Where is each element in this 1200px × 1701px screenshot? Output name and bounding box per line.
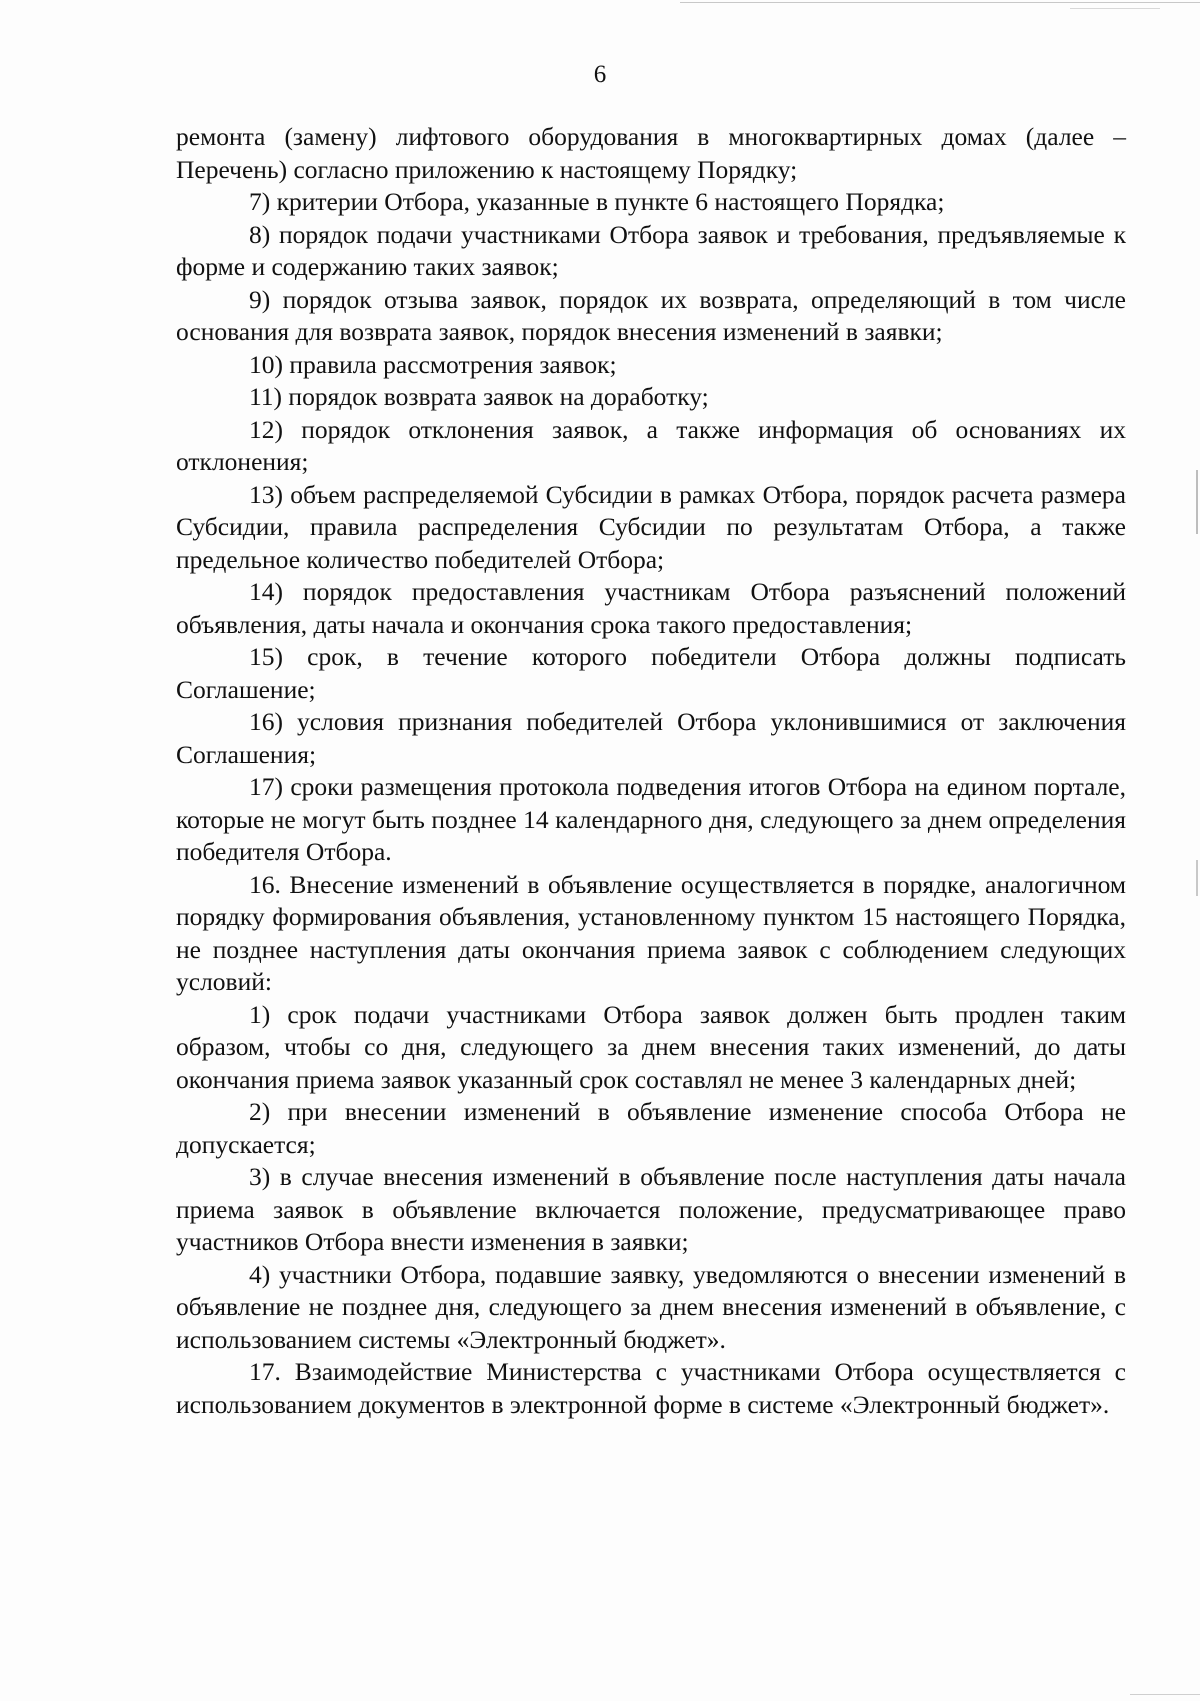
list-item-8: 8) порядок подачи участниками Отбора заявок и требования, предъявляемые к форме и содержанию таких заявок;: [176, 219, 1126, 281]
document-body: [176, 121, 1126, 1421]
list-item-10: 10) правила рассмотрения заявок;: [249, 349, 617, 379]
section-16-item-1: 1) срок подачи участниками Отбора заявок должен быть продлен таким образом, чтобы со дня, следующего за днем внесения таких изменений, до даты окончания приема заявок указанный срок составлял не менее 3 календарных дней;: [176, 999, 1126, 1094]
list-item-9: 9) порядок отзыва заявок, порядок их возврата, определяющий в том числе основания для возврата заявок, порядок внесения изменений в заявки;: [176, 284, 1126, 346]
section-16-item-4: 4) участники Отбора, подавшие заявку, уведомляются о внесении изменений в объявление не позднее дня, следующего за днем внесения изменений в объявление, с использованием системы «Электронный бюджет».: [176, 1259, 1126, 1354]
list-item-17: 17) сроки размещения протокола подведения итогов Отбора на едином портале, которые не могут быть позднее 14 календарного дня, следующего за днем определения победителя Отбора.: [176, 772, 1126, 866]
section-16: 16. Внесение изменений в объявление осуществляется в порядке, аналогичном порядку формирования объявления, установленному пунктом 15 настоящего Порядка, не позднее наступления даты окончания приема заявок с соблюдением следующих условий:: [176, 869, 1126, 996]
list-item-13: 13) объем распределяемой Субсидии в рамках Отбора, порядок расчета размера Субсидии, правила распределения Субсидии по результатам Отбора, а также предельное количество победителей Отбора;: [176, 479, 1126, 574]
section-17: 17. Взаимодействие Министерства с участниками Отбора осуществляется с использованием документов в электронной форме в системе «Электронный бюджет».: [176, 1357, 1126, 1419]
paragraph-continuation: ремонта (замену) лифтового оборудования в многоквартирных домах (далее – Перечень) согласно приложению к настоящему Порядку;: [176, 122, 1126, 184]
scan-artifact-right-edge-lower: [1196, 860, 1198, 896]
list-item-12: 12) порядок отклонения заявок, а также информация об основаниях их отклонения;: [176, 414, 1126, 476]
list-item-15: 15) срок, в течение которого победители Отбора должны подписать Соглашение;: [176, 642, 1126, 704]
scan-artifact-top-line-short: [1070, 8, 1160, 9]
scan-artifact-bottom-line: [1130, 1694, 1200, 1695]
scan-artifact-top-line: [680, 2, 1200, 3]
list-item-11: 11) порядок возврата заявок на доработку;: [249, 382, 709, 411]
scan-artifact-right-edge: [1196, 470, 1198, 534]
section-16-item-2: 2) при внесении изменений в объявление изменение способа Отбора не допускается;: [176, 1097, 1126, 1159]
list-item-7: 7) критерии Отбора, указанные в пункте 6 настоящего Порядка;: [249, 187, 945, 216]
section-16-item-3: 3) в случае внесения изменений в объявление после наступления даты начала приема заявок в объявление включается положение, предусматривающее право участников Отбора внести изменения в заявки;: [176, 1162, 1126, 1256]
list-item-14: 14) порядок предоставления участникам Отбора разъяснений положений объявления, даты начала и окончания срока такого предоставления;: [176, 577, 1126, 639]
page-number: 6: [593, 61, 607, 88]
list-item-16: 16) условия признания победителей Отбора уклонившимися от заключения Соглашения;: [176, 707, 1126, 769]
